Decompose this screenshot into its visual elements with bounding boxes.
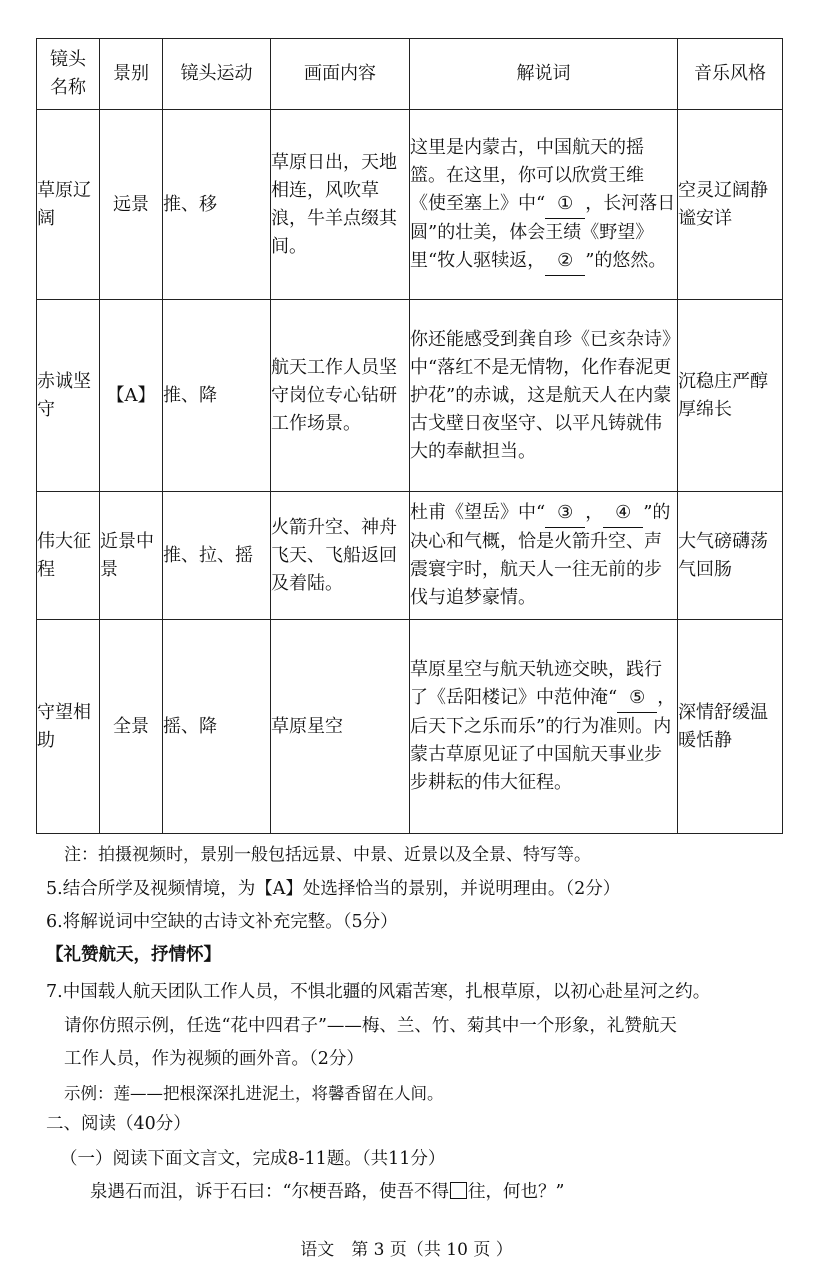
row-narration: 杜甫《望岳》中“ ③ ， ④ ”的决心和气概，恰是火箭升空、声震寰宇时，航天人一往无前的步伐与追梦豪情。 <box>410 492 678 620</box>
row-narration: 草原星空与航天轨迹交映，践行了《岳阳楼记》中范仲淹“ ⑤ ，后天下之乐而乐”的行为准则。内蒙古草原见证了中国航天事业步步耕耘的伟大征程。 <box>410 620 678 834</box>
blank-4: ④ <box>603 499 643 528</box>
part-2-heading: 二、阅读（40分） <box>46 1114 191 1134</box>
row-movement: 推、拉、摇 <box>163 492 271 620</box>
row-name: 伟大征程 <box>37 492 100 620</box>
page-footer: 语文 第 3 页（共 10 页 ） <box>300 1240 513 1260</box>
question-7-line-2: 请你仿照示例，任选“花中四君子”——梅、兰、竹、菊其中一个形象，礼赞航天 <box>64 1016 677 1036</box>
row-music: 大气磅礴荡气回肠 <box>678 492 783 620</box>
row-music: 沉稳庄严醇厚绵长 <box>678 300 783 492</box>
header-music: 音乐风格 <box>678 39 783 110</box>
row-name: 守望相助 <box>37 620 100 834</box>
row-narration: 这里是内蒙古，中国航天的摇篮。在这里，你可以欣赏王维《使至塞上》中“ ① ，长河落日圆”的壮美，体会王绩《野望》里“牧人驱犊返， ② ”的悠然。 <box>410 110 678 300</box>
header-shot-type: 景别 <box>100 39 163 110</box>
row-shot-type: 全景 <box>100 620 163 834</box>
table-row <box>37 492 783 620</box>
row-movement: 摇、降 <box>163 620 271 834</box>
header-narration: 解说词 <box>410 39 678 110</box>
classical-text: 泉遇石而沮，诉于石曰：“尔梗吾路，使吾不得 往，何也？” <box>90 1182 565 1202</box>
header-content: 画面内容 <box>271 39 410 110</box>
section-heading: 【礼赞航天，抒情怀】 <box>46 945 221 965</box>
row-content: 火箭升空、神舟飞天、飞船返回及着陆。 <box>271 492 410 620</box>
table-row <box>37 300 783 492</box>
part-2-subheading: （一）阅读下面文言文，完成8-11题。（共11分） <box>60 1149 446 1169</box>
example-text: 示例：莲——把根深深扎进泥土，将馨香留在人间。 <box>64 1084 444 1103</box>
row-content: 草原日出，天地相连，风吹草浪，牛羊点缀其间。 <box>271 110 410 300</box>
row-name: 草原辽阔 <box>37 110 100 300</box>
blank-1: ① <box>545 190 585 219</box>
blank-5: ⑤ <box>617 684 657 713</box>
question-7-line-3: 工作人员，作为视频的画外音。（2分） <box>64 1049 364 1069</box>
table-row <box>37 110 783 300</box>
row-movement: 推、降 <box>163 300 271 492</box>
row-shot-type: 远景 <box>100 110 163 300</box>
row-music: 深情舒缓温暖恬静 <box>678 620 783 834</box>
row-shot-type: 近景中景 <box>100 492 163 620</box>
header-movement: 镜头运动 <box>163 39 271 110</box>
blank-box <box>450 1182 467 1199</box>
row-shot-type-a: 【A】 <box>100 300 163 492</box>
question-5: 5.结合所学及视频情境，为【A】处选择恰当的景别，并说明理由。（2分） <box>46 879 621 899</box>
question-7-line-1: 7.中国载人航天团队工作人员，不惧北疆的风霜苦寒，扎根草原，以初心赴星河之约。 <box>46 982 711 1002</box>
row-content: 草原星空 <box>271 620 410 834</box>
row-content: 航天工作人员坚守岗位专心钻研工作场景。 <box>271 300 410 492</box>
row-name: 赤诚坚守 <box>37 300 100 492</box>
table-note: 注：拍摄视频时，景别一般包括远景、中景、近景以及全景、特写等。 <box>64 845 591 865</box>
blank-3: ③ <box>545 499 585 528</box>
shot-table <box>36 38 783 834</box>
blank-2: ② <box>545 247 585 276</box>
table-row <box>37 620 783 834</box>
row-narration: 你还能感受到龚自珍《已亥杂诗》中“落红不是无情物，化作春泥更护花”的赤诚，这是航天人在内蒙古戈壁日夜坚守、以平凡铸就伟大的奉献担当。 <box>410 300 678 492</box>
header-name: 镜头名称 <box>37 39 100 110</box>
question-6: 6.将解说词中空缺的古诗文补充完整。（5分） <box>46 912 398 932</box>
row-music: 空灵辽阔静谧安详 <box>678 110 783 300</box>
table-header-row <box>37 39 783 110</box>
row-movement: 推、移 <box>163 110 271 300</box>
